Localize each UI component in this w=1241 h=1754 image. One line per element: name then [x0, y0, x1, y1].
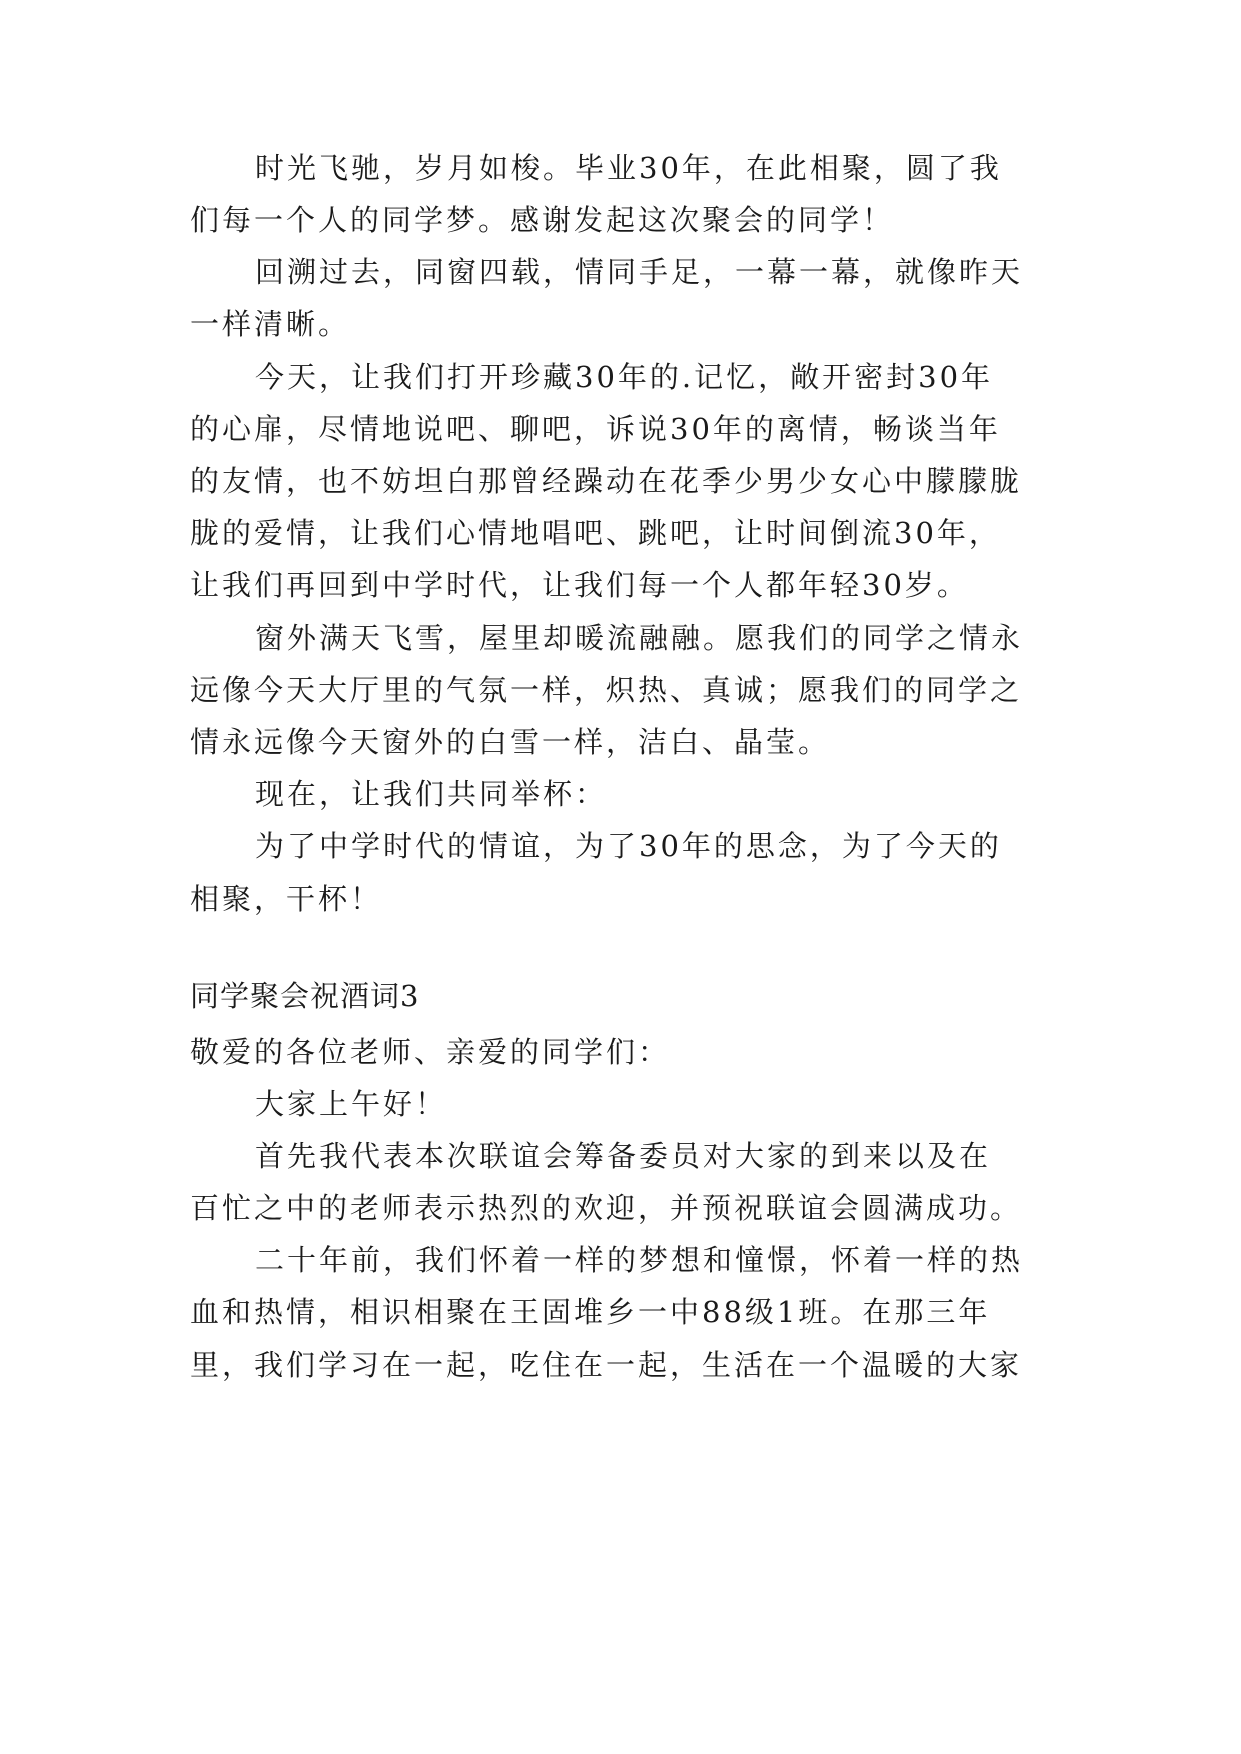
text-line: 相聚，干杯！ — [190, 882, 383, 916]
text-line: 现在，让我们共同举杯： — [255, 777, 608, 811]
text-line: 情永远像今天窗外的白雪一样，洁白、晶莹。 — [190, 725, 831, 759]
salutation: 敬爱的各位老师、亲爱的同学们： — [190, 1035, 671, 1069]
text-line: 时光飞驰，岁月如梭。毕业30年，在此相聚，圆了我 — [255, 151, 1002, 185]
text-line: 为了中学时代的情谊，为了30年的思念，为了今天的 — [255, 829, 1002, 863]
text-line: 胧的爱情，让我们心情地唱吧、跳吧，让时间倒流30年， — [190, 516, 1001, 550]
text-line: 回溯过去，同窗四载，情同手足，一幕一幕，就像昨天 — [255, 255, 1024, 289]
section-heading: 同学聚会祝酒词3 — [190, 979, 420, 1013]
text-line: 们每一个人的同学梦。感谢发起这次聚会的同学！ — [190, 203, 895, 237]
text-line: 的心扉，尽情地说吧、聊吧，诉说30年的离情，畅谈当年 — [190, 412, 1001, 446]
text-line: 窗外满天飞雪，屋里却暖流融融。愿我们的同学之情永 — [255, 621, 1024, 655]
text-line: 一样清晰。 — [190, 307, 351, 341]
text-line: 里，我们学习在一起，吃住在一起，生活在一个温暖的大家 — [190, 1348, 1023, 1382]
text-line: 血和热情，相识相聚在王固堆乡一中88级1班。在那三年 — [190, 1295, 991, 1329]
text-line: 今天，让我们打开珍藏30年的.记忆，敞开密封30年 — [255, 360, 994, 394]
text-line: 的友情，也不妨坦白那曾经躁动在花季少男少女心中朦朦胧 — [190, 464, 1023, 498]
text-line: 二十年前，我们怀着一样的梦想和憧憬，怀着一样的热 — [255, 1243, 1024, 1277]
text-line: 首先我代表本次联谊会筹备委员对大家的到来以及在 — [255, 1139, 992, 1173]
greeting: 大家上午好！ — [255, 1087, 448, 1121]
text-line: 远像今天大厅里的气氛一样，炽热、真诚；愿我们的同学之 — [190, 673, 1023, 707]
text-line: 百忙之中的老师表示热烈的欢迎，并预祝联谊会圆满成功。 — [190, 1191, 1023, 1225]
text-line: 让我们再回到中学时代，让我们每一个人都年轻30岁。 — [190, 568, 969, 602]
